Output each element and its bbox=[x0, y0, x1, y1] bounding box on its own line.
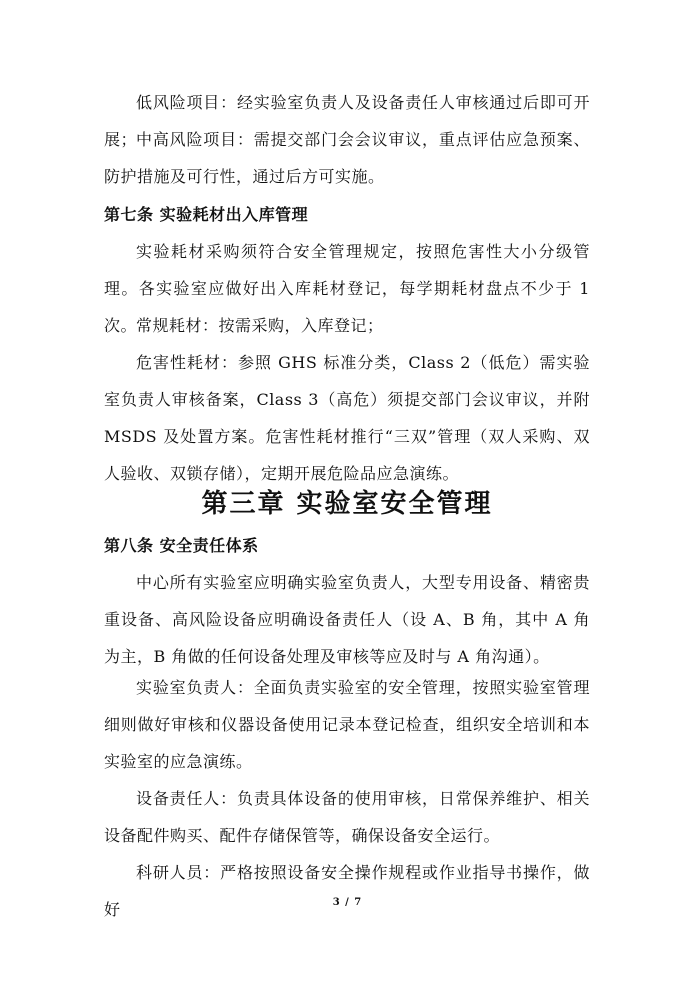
paragraph-hazardous-consumables: 危害性耗材：参照 GHS 标准分类，Class 2（低危）需实验室负责人审核备案，Class 3（高危）须提交部门会议审议，并附 MSDS 及处置方案。危害性耗材推行“三双”管理（双人采购、双人验收、双锁存储），定期开展危险品应急演练。 bbox=[104, 353, 590, 483]
paragraph-responsibility-system: 中心所有实验室应明确实验室负责人，大型专用设备、精密贵重设备、高风险设备应明确设备责任人（设 A、B 角，其中 A 角为主，B 角做的任何设备处理及审核等应及时与 A 角沟通）。 bbox=[104, 573, 590, 666]
paragraph-equipment-owner: 设备责任人：负责具体设备的使用审核，日常保养维护、相关设备配件购买、配件存储保管等，确保设备安全运行。 bbox=[104, 789, 590, 845]
paragraph-mid-high-risk-project: 中高风险项目：需提交部门会会议审议，重点评估应急预案、防护措施及可行性，通过后方可实施。 bbox=[104, 130, 590, 186]
paragraph-low-risk-project: 低风险项目：经实验室负责人及设备责任人审核通过后即可开展； bbox=[104, 93, 590, 149]
paragraph-researchers: 科研人员：严格按照设备安全操作规程或作业指导书操作，做好 bbox=[104, 863, 590, 919]
article-7-heading: 第七条 实验耗材出入库管理 bbox=[104, 205, 309, 224]
chapter-3-heading: 第三章 实验室安全管理 bbox=[201, 489, 493, 519]
page-number: 3 / 7 bbox=[332, 897, 363, 908]
article-8-heading: 第八条 安全责任体系 bbox=[104, 536, 259, 555]
paragraph-consumables-intro: 实验耗材采购须符合安全管理规定，按照危害性大小分级管理。各实验室应做好出入库耗材登记，每学期耗材盘点不少于 1 次。 bbox=[104, 242, 590, 335]
paragraph-regular-consumables: 常规耗材：按需采购，入库登记； bbox=[136, 316, 384, 335]
paragraph-lab-head: 实验室负责人：全面负责实验室的安全管理，按照实验室管理细则做好审核和仪器设备使用记录本登记检查，组织安全培训和本实验室的应急演练。 bbox=[104, 678, 590, 771]
